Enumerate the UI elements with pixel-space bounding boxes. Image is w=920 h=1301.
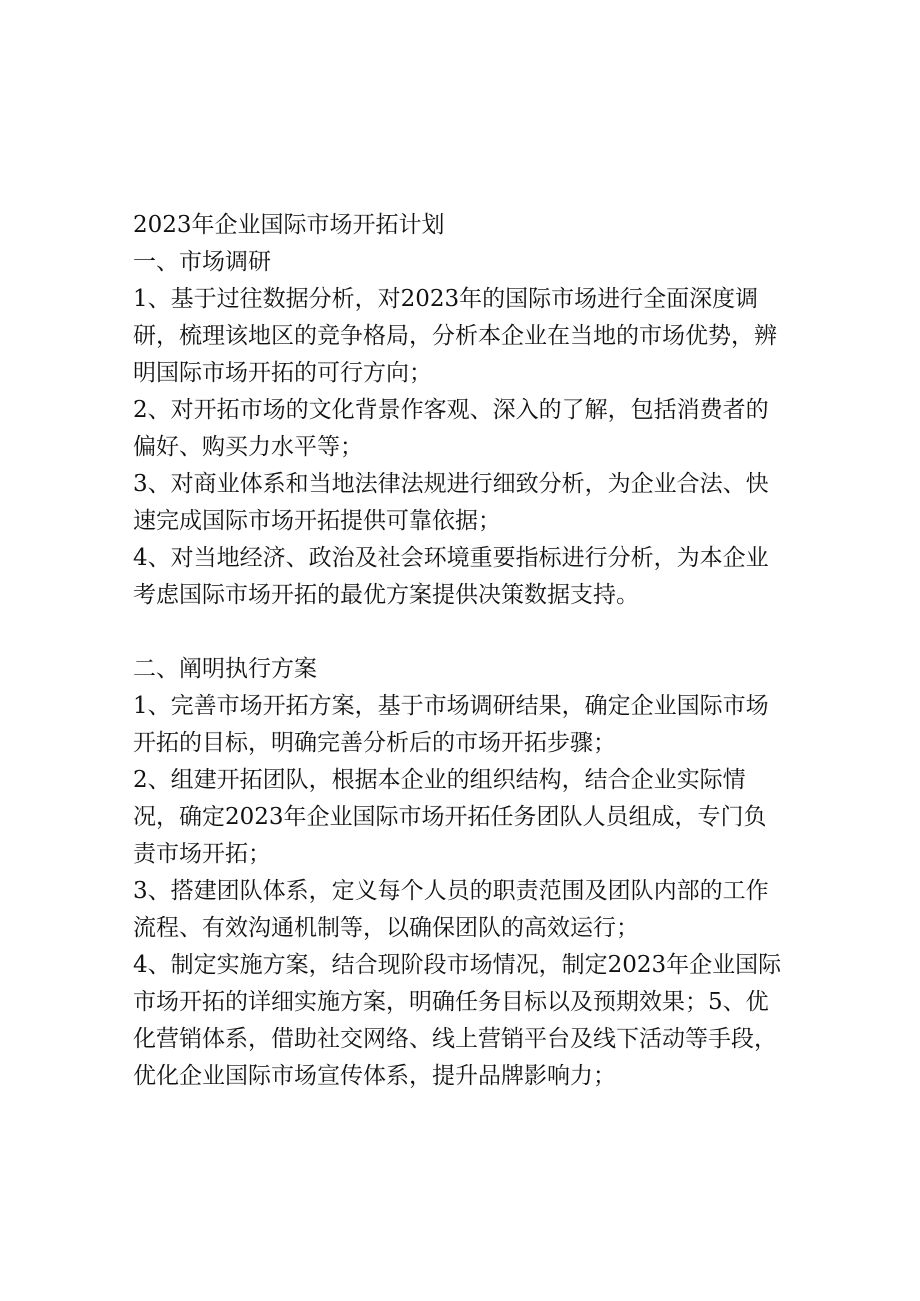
document-body: [133, 207, 785, 1095]
section-1-heading: 一、市场调研: [133, 249, 271, 275]
document-title: 2023年企业国际市场开拓计划: [133, 212, 445, 238]
section-1-item-4: 4、对当地经济、政治及社会环境重要指标进行分析，为本企业考虑国际市场开拓的最优方案提供决策数据支持。: [133, 545, 769, 608]
section-2-item-3: 3、搭建团队体系，定义每个人员的职责范围及团队内部的工作流程、有效沟通机制等，以确保团队的高效运行；: [133, 878, 769, 941]
section-2-heading: 二、阐明执行方案: [133, 656, 317, 682]
section-1-item-1: 1、基于过往数据分析，对2023年的国际市场进行全面深度调研，梳理该地区的竞争格局，分析本企业在当地的市场优势，辨明国际市场开拓的可行方向；: [133, 286, 777, 386]
section-1-item-3: 3、对商业体系和当地法律法规进行细致分析，为企业合法、快速完成国际市场开拓提供可靠依据；: [133, 471, 769, 534]
section-2-item-4: 4、制定实施方案，结合现阶段市场情况，制定2023年企业国际市场开拓的详细实施方案，明确任务目标以及预期效果；5、优化营销体系，借助社交网络、线上营销平台及线下活动等手段，优化企业国际市场宣传体系，提升品牌影响力；: [133, 952, 782, 1089]
section-1-item-2: 2、对开拓市场的文化背景作客观、深入的了解，包括消费者的偏好、购买力水平等；: [133, 397, 769, 460]
section-2-item-2: 2、组建开拓团队，根据本企业的组织结构，结合企业实际情况，确定2023年企业国际市场开拓任务团队人员组成，专门负责市场开拓；: [133, 767, 767, 867]
paragraph-spacer: [133, 614, 785, 651]
section-2-item-1: 1、完善市场开拓方案，基于市场调研结果，确定企业国际市场开拓的目标，明确完善分析后的市场开拓步骤；: [133, 693, 769, 756]
